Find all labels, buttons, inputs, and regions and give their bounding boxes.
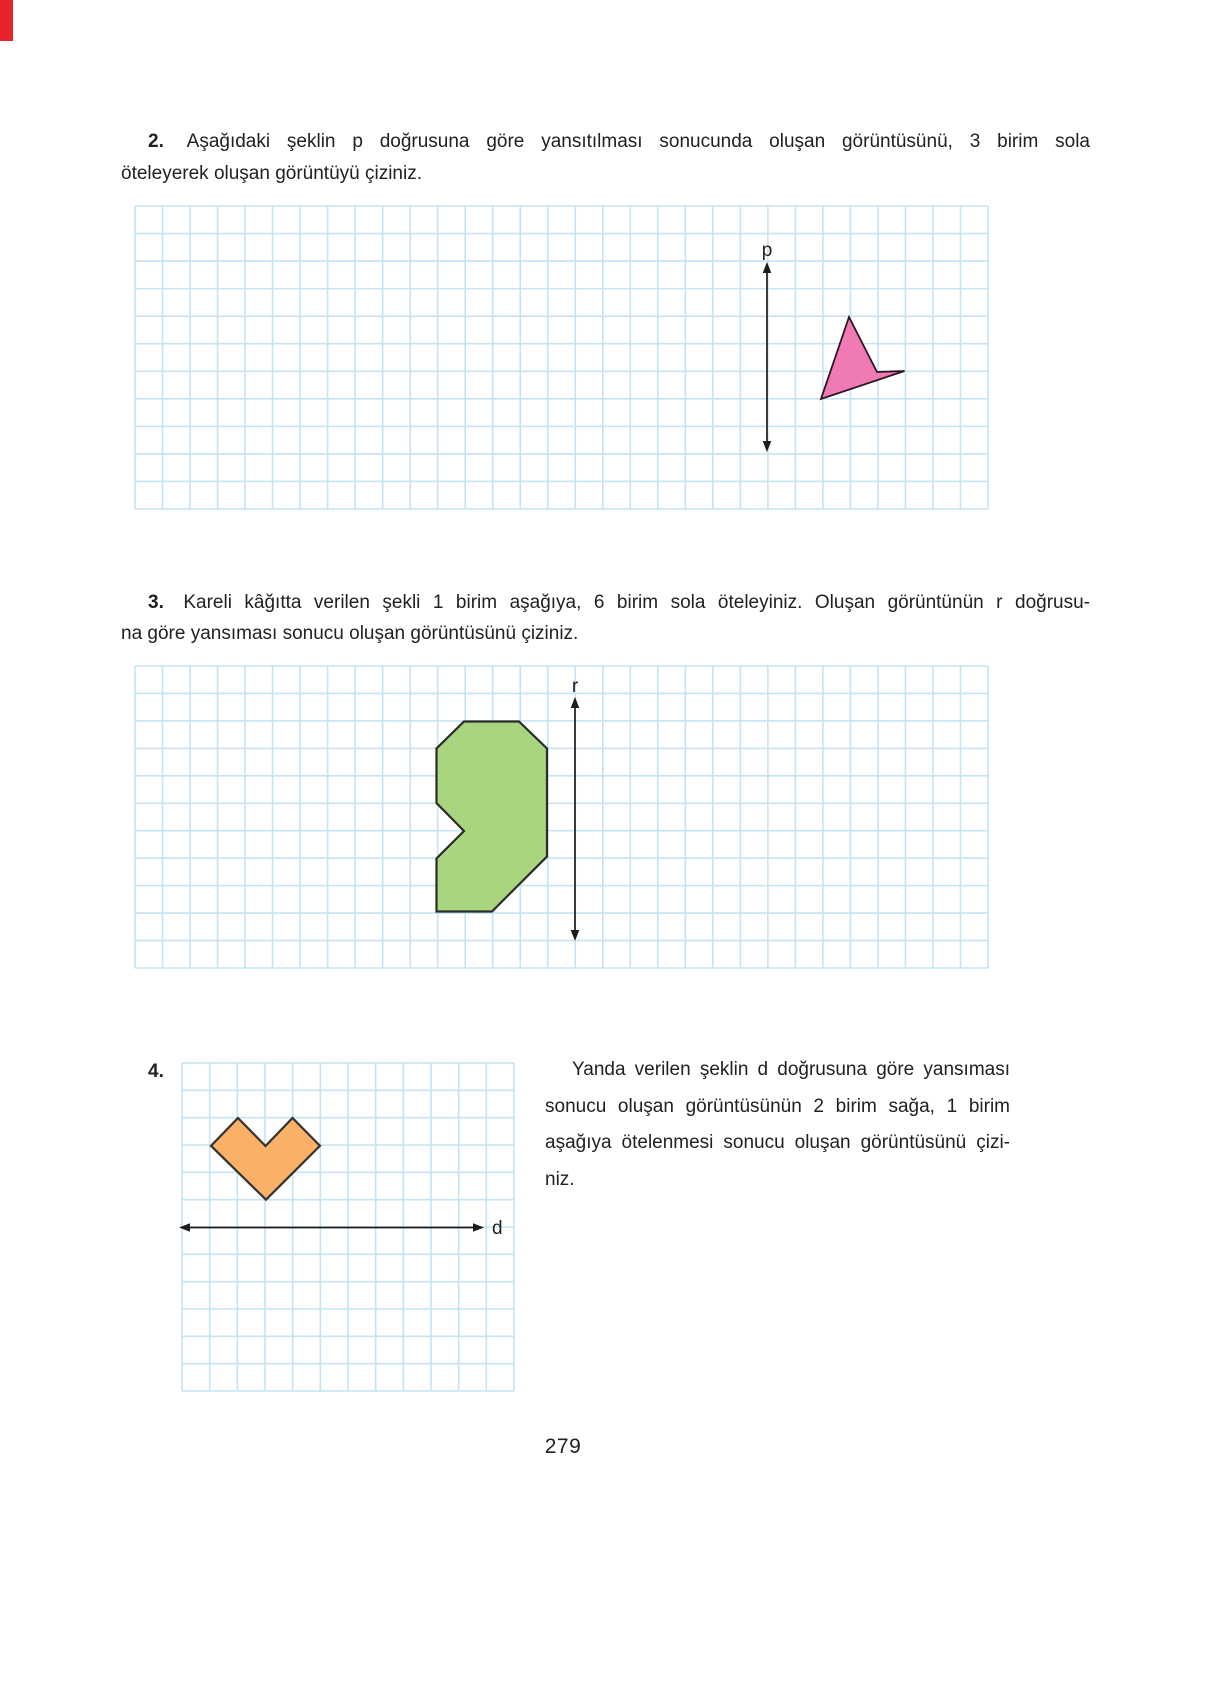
exercise-2-line-2: öteleyerek oluşan görüntüyü çiziniz. — [121, 163, 423, 184]
pink-arrow-shape — [821, 317, 905, 399]
reflection-line-d — [179, 1218, 503, 1239]
exercise-2-number: 2. — [148, 131, 164, 152]
exercise-4-line-4: niz. — [545, 1168, 575, 1190]
green-polygon-shape — [437, 722, 548, 912]
page-number: 279 — [544, 1435, 582, 1458]
exercise2-grid-figure — [135, 206, 988, 509]
exercise-4-line-3: aşağıya ötelenmesi sonucu oluşan görüntüsünü çizi- — [545, 1132, 1010, 1153]
exercise-3-line-2: na göre yansıması sonucu oluşan görüntüsünü çiziniz. — [121, 623, 579, 644]
exercise3-grid-gridlines — [135, 666, 988, 968]
reflection-line-p-label: p — [761, 240, 773, 261]
exercise-3-number: 3. — [148, 592, 164, 613]
exercise3-grid-figure — [135, 666, 988, 968]
exercise-3-paragraph — [121, 587, 1090, 649]
exercise-2-line-1 — [121, 126, 1090, 158]
exercise-3-text: Kareli kâğıtta verilen şekli 1 birim aşağıya, 6 birim sola öteleyiniz. Oluşan görüntünün r doğrusu- — [183, 592, 1090, 613]
exercise-4-line-1: Yanda verilen şeklin d doğrusuna göre yansıması — [572, 1059, 1010, 1080]
reflection-line-r — [571, 676, 580, 941]
reflection-line-r-label: r — [571, 676, 579, 697]
exercise-2-paragraph — [121, 126, 1090, 190]
page-edge-mark — [0, 0, 13, 41]
exercise-3-line-1 — [121, 587, 1090, 618]
exercise-4-paragraph — [545, 1052, 1010, 1198]
exercise4-grid-figure — [182, 1063, 514, 1391]
exercise-4-line-2: sonucu oluşan görüntüsünün 2 birim sağa, 1 birim — [545, 1095, 1010, 1117]
reflection-line-p — [762, 240, 773, 452]
exercise-4-number: 4. — [148, 1061, 164, 1082]
exercise-2-text: Aşağıdaki şeklin p doğrusuna göre yansıtılması sonucunda oluşan görüntüsünü, 3 birim sola — [186, 131, 1090, 152]
reflection-line-d-label: d — [492, 1218, 503, 1239]
